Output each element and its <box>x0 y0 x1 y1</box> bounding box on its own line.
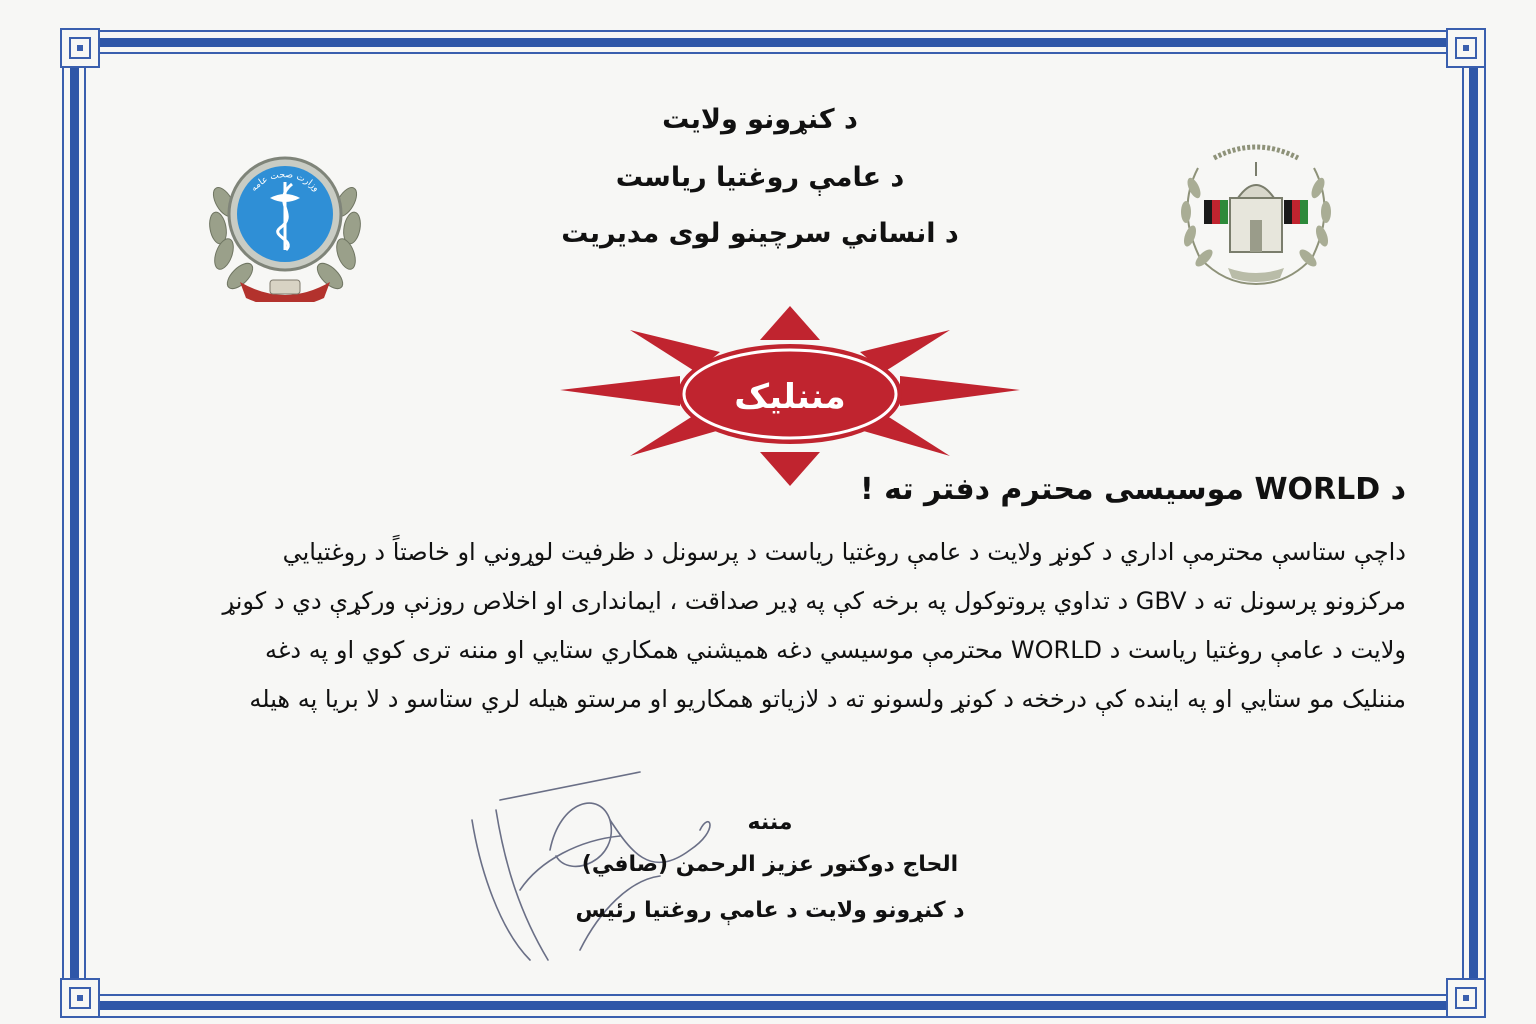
frame-corner-ornament <box>60 28 100 68</box>
body-line: مرکزونو پرسونل ته د GBV د تداوي پروتوکول په برخه کې په ډیر صداقت ، ایمانداری او اخلاص روزنې ورکړې دي د کونړ <box>222 587 1406 615</box>
signatory-name: الحاج دوکتور عزیز الرحمن (صافي) <box>581 852 959 877</box>
header-province-line: د کنړونو ولایت <box>662 104 858 135</box>
afghanistan-national-emblem-icon <box>1168 128 1344 292</box>
body-paragraph <box>150 528 1406 724</box>
frame-corner-ornament <box>1446 978 1486 1018</box>
header-department-line: د انساني سرچینو لوی مدیریت <box>561 218 959 249</box>
frame-corner-ornament <box>60 978 100 1018</box>
body-line: داچې ستاسې محترمې اداري د کونړ ولایت د عامې روغتیا ریاست د پرسونل د ظرفیت لوړوني او خاصتاً د روغتیایي <box>282 538 1406 566</box>
body-line: مننلیک مو ستایي او په اینده کې درخخه د کونړ ولسونو ته د لازیاتو همکاریو او مرستو هیله لري ستاسو د لا بریا په هیله <box>249 685 1406 713</box>
frame-corner-ornament <box>1446 28 1486 68</box>
health-emblem-inscription: وزارت صحت عامه <box>249 170 321 194</box>
closing-thanks: مننه <box>747 810 793 835</box>
signatory-title: د کنړونو ولایت د عامې روغتیا رئیس <box>575 898 965 923</box>
health-ministry-emblem-icon <box>200 132 370 302</box>
body-line: ولایت د عامې روغتیا ریاست د WORLD محترمې موسیسي دغه همیشني همکاري ستایي او مننه تری کوي او په دغه <box>264 636 1406 664</box>
header-directorate-line: د عامې روغتیا ریاست <box>615 162 905 193</box>
addressee-line: د WORLD موسیسی محترم دفتر ته ! <box>860 472 1406 507</box>
certificate-title: مننلیک <box>734 377 846 417</box>
